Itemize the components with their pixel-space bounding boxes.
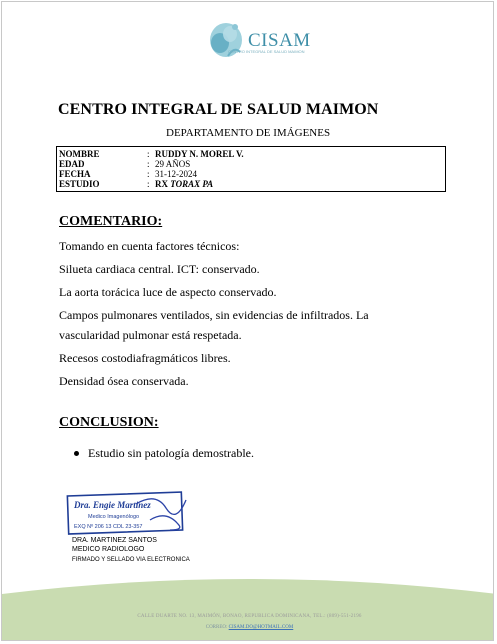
footer-contact bbox=[2, 625, 494, 630]
study-separator: : bbox=[147, 179, 150, 189]
bullet-icon bbox=[74, 451, 79, 456]
logo-subtitle: CENTRO INTEGRAL DE SALUD MAIMON bbox=[228, 49, 305, 54]
comment-line: La aorta torácica luce de aspecto conservado. bbox=[59, 285, 277, 299]
date-value: 31-12-2024 bbox=[155, 169, 197, 179]
comment-line: Silueta cardiaca central. ICT: conservado. bbox=[59, 262, 260, 276]
comment-heading: COMENTARIO: bbox=[59, 214, 163, 229]
footer-wave bbox=[2, 576, 494, 641]
stamp-ids: EXQ Nº 206 13 CDL 23-357 bbox=[74, 524, 143, 530]
footer-email[interactable]: CISAM.DO@HOTMAIL.COM bbox=[228, 625, 294, 630]
conclusion-heading: CONCLUSION: bbox=[59, 415, 159, 430]
signature-note: FIRMADO Y SELLADO VIA ELECTRONICA bbox=[72, 557, 190, 563]
date-label: FECHA bbox=[59, 169, 91, 179]
signer-role: MEDICO RADIOLOGO bbox=[72, 546, 145, 553]
patient-info-box bbox=[56, 146, 446, 192]
logo-text: CISAM bbox=[248, 30, 311, 51]
footer-address: CALLE DUARTE NO. 13, MAIMÓN, BONAO, REPUBLICA DOMINICANA, TEL.: (809)-551-2196 bbox=[137, 614, 362, 619]
comment-line: Tomando en cuenta factores técnicos: bbox=[59, 239, 240, 253]
study-label: ESTUDIO bbox=[59, 179, 100, 189]
contact-prefix: CORREO: bbox=[205, 625, 228, 630]
comment-line: Recesos costodiafragmáticos libres. bbox=[59, 351, 231, 365]
age-label: EDAD bbox=[59, 159, 85, 169]
name-value: RUDDY N. MOREL V. bbox=[155, 149, 244, 159]
signer-name: DRA. MARTINEZ SANTOS bbox=[72, 537, 157, 544]
name-label: NOMBRE bbox=[59, 149, 100, 159]
document-page bbox=[1, 1, 494, 641]
date-separator: : bbox=[147, 169, 150, 179]
document-title: CENTRO INTEGRAL DE SALUD MAIMON bbox=[58, 101, 379, 118]
age-separator: : bbox=[147, 159, 150, 169]
stamp-name: Dra. Engie Martinez bbox=[74, 500, 151, 510]
stamp-title: Medico Imagenólogo bbox=[88, 514, 140, 520]
age-value: 29 AÑOS bbox=[155, 159, 191, 169]
signature-stamp bbox=[66, 490, 192, 536]
department-name: DEPARTAMENTO DE IMÁGENES bbox=[166, 127, 331, 139]
study-name: TORAX PA bbox=[170, 179, 214, 189]
study-value bbox=[155, 179, 213, 189]
name-separator: : bbox=[147, 149, 150, 159]
comment-line: Campos pulmonares ventilados, sin evidencias de infiltrados. La bbox=[59, 308, 369, 322]
comment-line: vascularidad pulmonar está respetada. bbox=[59, 328, 242, 342]
conclusion-item: Estudio sin patología demostrable. bbox=[88, 446, 254, 460]
comment-line: Densidad ósea conservada. bbox=[59, 374, 189, 388]
study-prefix: RX bbox=[155, 179, 168, 189]
